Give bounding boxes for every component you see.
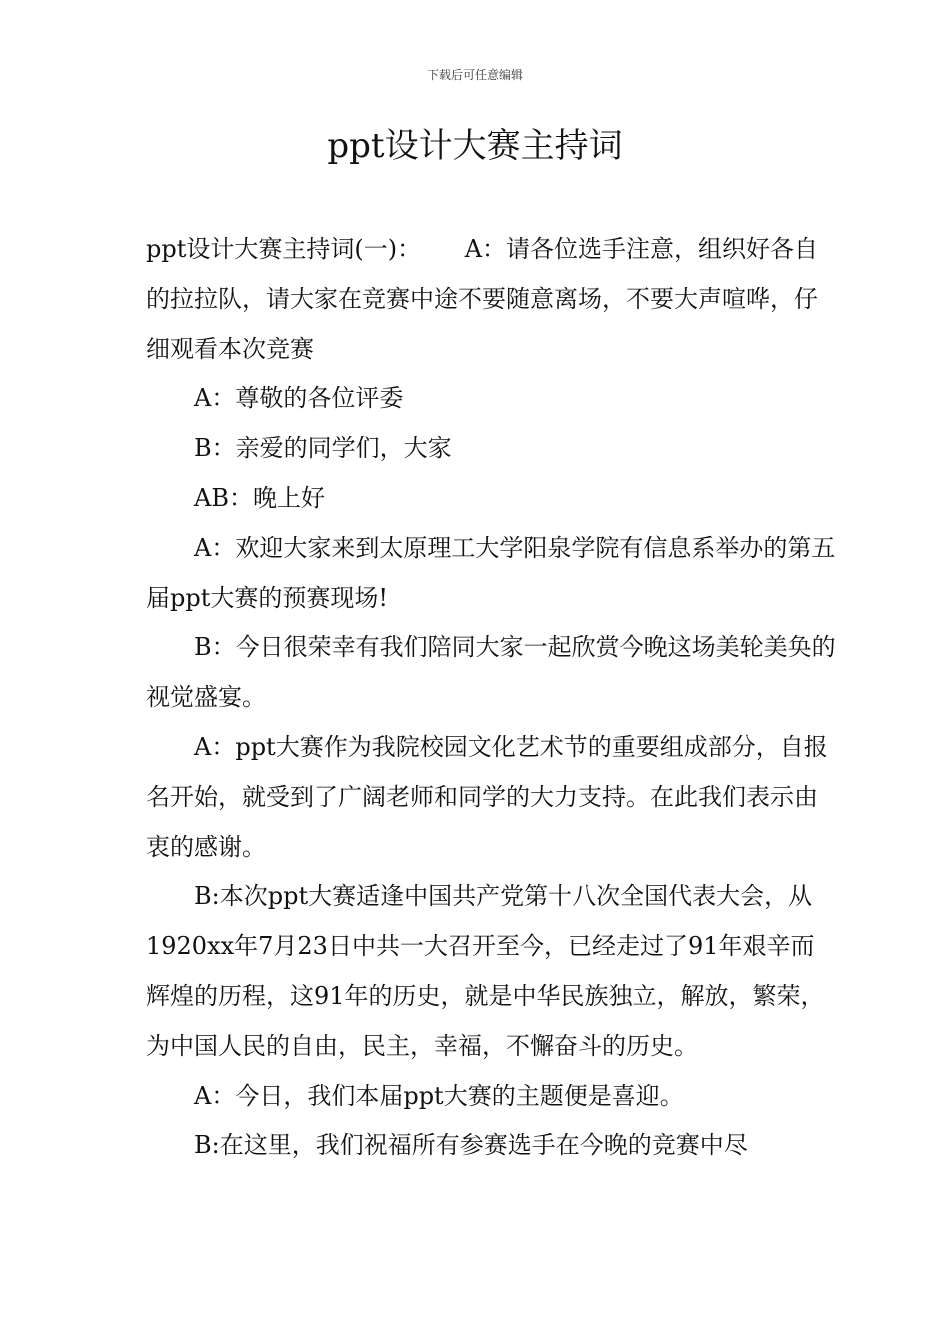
paragraph-intro: ppt设计大赛主持词(一)： A：请各位选手注意，组织好各自的拉拉队，请大家在竞赛中途不要随意离场，不要大声喧哗，仔细观看本次竞赛	[146, 235, 819, 363]
paragraph: B：今日很荣幸有我们陪同大家一起欣赏今晚这场美轮美奂的视觉盛宴。	[146, 633, 836, 712]
document-body	[146, 225, 836, 1171]
header-note: 下载后可任意编辑	[426, 68, 523, 82]
paragraph: A：今日，我们本届ppt大赛的主题便是喜迎。	[194, 1081, 684, 1110]
paragraph: B：亲爱的同学们，大家	[194, 434, 452, 463]
paragraph: AB：晚上好	[194, 483, 325, 512]
paragraph: A：尊敬的各位评委	[194, 384, 404, 413]
paragraph: B:本次ppt大赛适逢中国共产党第十八次全国代表大会，从1920xx年7月23日中共一大召开至今，已经走过了91年艰辛而辉煌的历程，这91年的历史，就是中华民族独立，解放，繁荣，为中国人民的自由，民主，幸福，不懈奋斗的历史。	[146, 882, 825, 1060]
paragraph: B:在这里，我们祝福所有参赛选手在今晚的竞赛中尽	[194, 1131, 748, 1160]
paragraph: A：欢迎大家来到太原理工大学阳泉学院有信息系举办的第五届ppt大赛的预赛现场!	[146, 533, 836, 612]
document-title: ppt设计大赛主持词	[327, 126, 623, 166]
paragraph: A：ppt大赛作为我院校园文化艺术节的重要组成部分，自报名开始，就受到了广阔老师和同学的大力支持。在此我们表示由衷的感谢。	[146, 732, 828, 861]
